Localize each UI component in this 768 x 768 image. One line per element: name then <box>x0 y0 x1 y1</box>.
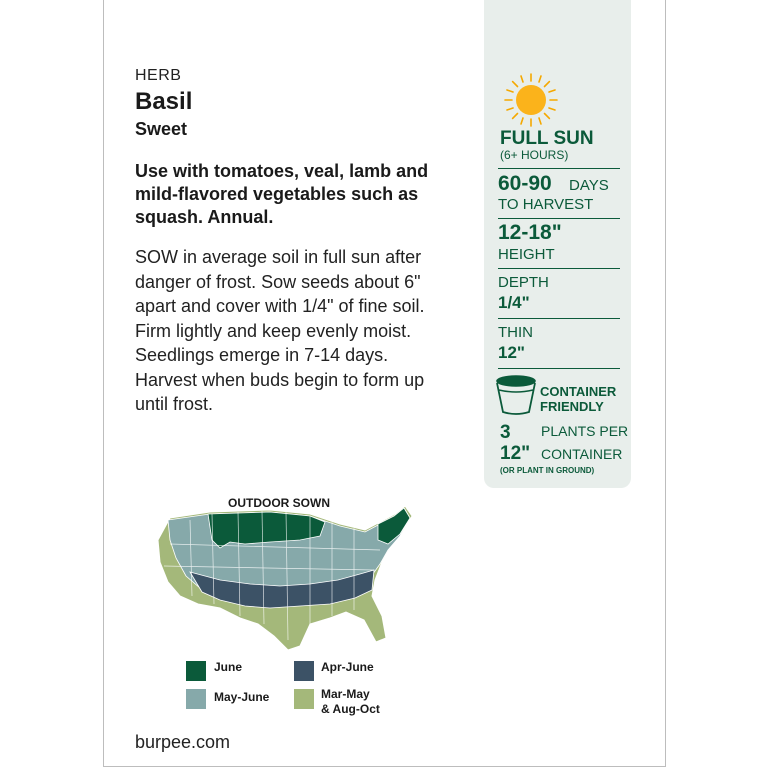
days-unit: DAYS <box>569 177 609 194</box>
divider <box>498 218 620 219</box>
container-label: CONTAINER <box>541 446 623 462</box>
map-title: OUTDOOR SOWN <box>228 496 330 510</box>
legend-label-may-june: May-June <box>214 690 270 704</box>
legend-swatch-apr-june <box>294 661 314 681</box>
sowing-instructions: SOW in average soil in full sun after danger of frost. Sow seeds about 6" apart and cover with 1/4" of fine soil. Firm lightly and keep evenly moist. Seedlings emerge in 7-14 days. Harvest when buds begin to form up until frost. <box>135 247 425 414</box>
legend-swatch-mar-may <box>294 689 314 709</box>
plant-description: Use with tomatoes, veal, lamb and mild-flavored vegetables such as squash. Annual. <box>135 161 429 227</box>
divider <box>498 268 620 269</box>
depth-label: DEPTH <box>498 274 549 291</box>
us-planting-map <box>150 500 420 660</box>
plant-variety: Sweet <box>135 119 188 139</box>
height-value: 12-18" <box>498 221 562 244</box>
flower-pot-icon <box>494 374 538 418</box>
sun-hours: (6+ HOURS) <box>500 148 569 162</box>
container-friendly-line1: CONTAINER <box>540 384 617 399</box>
legend-label-apr-june: Apr-June <box>321 660 374 674</box>
legend-label-aug-oct: & Aug-Oct <box>321 702 380 716</box>
legend-label-june: June <box>214 660 243 674</box>
legend-swatch-may-june <box>186 689 206 709</box>
sun-requirement: FULL SUN <box>500 128 594 149</box>
website[interactable]: burpee.com <box>135 732 231 752</box>
thin-label: THIN <box>498 324 533 341</box>
plants-per-container-value: 3 <box>500 422 511 443</box>
depth-value: 1/4" <box>498 293 530 312</box>
divider <box>498 318 620 319</box>
container-friendly-line2: FRIENDLY <box>540 399 604 414</box>
legend-swatch-june <box>186 661 206 681</box>
days-to-harvest-value: 60-90 <box>498 172 552 195</box>
divider <box>498 368 620 369</box>
legend-label-mar-may: Mar-May <box>321 687 370 701</box>
divider <box>498 168 620 169</box>
height-label: HEIGHT <box>498 246 555 263</box>
container-note: (OR PLANT IN GROUND) <box>500 466 595 475</box>
container-size-value: 12" <box>500 443 531 464</box>
sun-icon <box>503 72 559 128</box>
days-label: TO HARVEST <box>498 196 594 213</box>
thin-value: 12" <box>498 343 525 362</box>
plant-category: HERB <box>135 67 182 84</box>
plant-name: Basil <box>135 88 193 115</box>
plants-per-label: PLANTS PER <box>541 423 629 439</box>
